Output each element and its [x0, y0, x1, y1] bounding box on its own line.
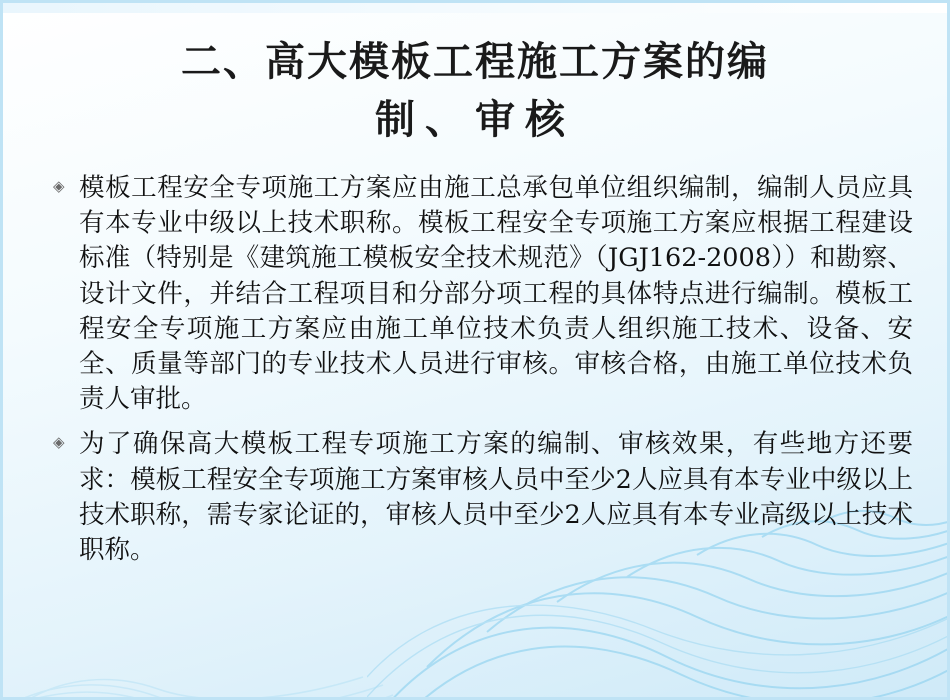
list-item — [53, 171, 913, 417]
wave-decoration-left-icon — [0, 577, 403, 700]
diamond-bullet-icon: ◈ — [53, 179, 65, 195]
bullet-paragraph-2: 为了确保高大模板工程专项施工方案的编制、审核效果，有些地方还要求：模板工程安全专项施工方案审核人员中至少2人应具有本专业中级以上技术职称，需专家论证的，审核人员中至少2人应具有本专业高级以上技术职称。 — [79, 429, 913, 565]
slide-bullet-list — [3, 171, 947, 568]
slide-title-line-2: 制、审核 — [375, 96, 575, 143]
slide-title-line-1: 二、高大模板工程施工方案的编 — [181, 38, 769, 85]
bullet-paragraph-1: 模板工程安全专项施工方案应由施工总承包单位组织编制，编制人员应具有本专业中级以上技术职称。模板工程安全专项施工方案应根据工程建设标准（特别是《建筑施工模板安全技术规范》（JGJ162-2008））和勘察、设计文件，并结合工程项目和分部分项工程的具体特点进行编制。模板工程安全专项施工方案应由施工单位技术负责人组织施工技术、设备、安全、质量等部门的专业技术人员进行审核。审核合格，由施工单位技术负责人审批。 — [79, 173, 913, 415]
slide-title — [3, 3, 947, 149]
list-item — [53, 427, 913, 568]
diamond-bullet-icon: ◈ — [53, 435, 65, 452]
